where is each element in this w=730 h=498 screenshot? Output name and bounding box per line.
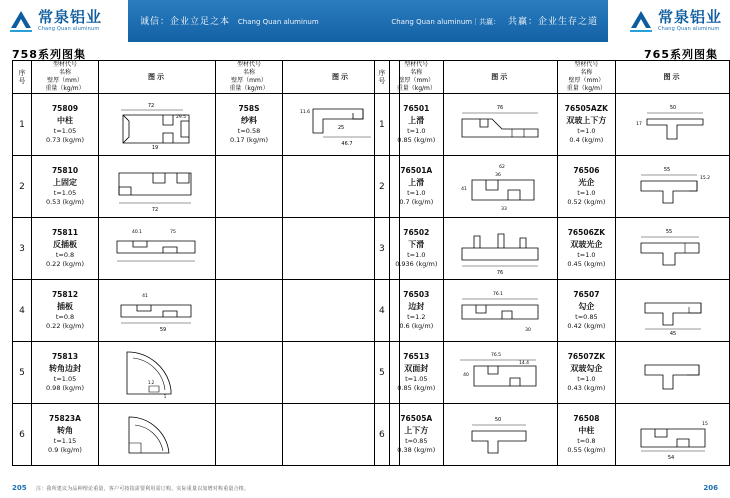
col-header-code2-line1: 型材代号 (574, 61, 599, 68)
profile-weight: 0.42 (kg/m) (567, 322, 606, 331)
col-header-code-line4: 重量（kg/m） (45, 85, 85, 93)
profile-weight: 0.6 (kg/m) (399, 322, 434, 331)
table-header-row (375, 61, 730, 94)
svg-text:17: 17 (635, 121, 642, 127)
profile-name: 上滑 (408, 178, 425, 188)
right-page-number: 206 (703, 484, 718, 492)
profile-name: 双玻光企 (570, 240, 603, 250)
svg-text:19: 19 (151, 144, 159, 151)
table-row (13, 218, 400, 280)
brand-logo-right (628, 6, 722, 36)
profile-weight: 0.936 (kg/m) (395, 260, 438, 269)
side-row-code-cell (216, 218, 283, 280)
profile-thickness: t=0.85 (405, 436, 428, 445)
row-code-cell (389, 94, 443, 156)
profile-thickness: t=1.0 (577, 374, 596, 383)
profile-name: 上滑 (408, 116, 425, 126)
profile-figure (616, 156, 730, 218)
profile-code: 76505A (400, 414, 433, 424)
row-code-cell (389, 404, 443, 466)
svg-text:54: 54 (667, 454, 674, 461)
side-row-code-cell (557, 280, 615, 342)
profile-thickness: t=1.05 (53, 188, 77, 197)
left-page-title: 758系列图集 (12, 48, 86, 61)
profile-name: 边封 (408, 302, 425, 312)
svg-text:50: 50 (669, 104, 676, 111)
row-index: 4 (13, 280, 32, 342)
svg-text:11.6: 11.6 (299, 109, 311, 115)
profile-figure (443, 280, 557, 342)
col-header-code2-line3: 壁厚（mm） (568, 77, 605, 85)
profile-name: 双玻勾企 (570, 364, 603, 374)
profile-figure (443, 218, 557, 280)
profile-figure (616, 280, 730, 342)
footnote-text: 注：我所建议为品种理论重量，客户可按指需要利用需订购，实际重量以加增对称重量合格。 (36, 486, 250, 492)
row-index: 2 (375, 156, 390, 218)
table-row (13, 342, 400, 404)
profile-weight: 0.7 (kg/m) (399, 198, 434, 207)
col-header-code-line2: 名称 (58, 69, 71, 77)
row-code-cell (32, 404, 99, 466)
col-header-code (32, 61, 99, 94)
col-header-code-line2: 名称 (410, 69, 423, 77)
row-index: 1 (375, 94, 390, 156)
profile-thickness: t=0.8 (577, 436, 596, 445)
table-header-row (13, 61, 400, 94)
header-slogan-right-cn: 共赢：企业生存之道 (507, 17, 598, 27)
profile-thickness: t=0.85 (575, 312, 598, 321)
svg-text:59: 59 (159, 326, 167, 333)
svg-text:55: 55 (665, 228, 672, 235)
col-header-code-2 (557, 61, 615, 94)
svg-text:76.1: 76.1 (493, 291, 504, 297)
left-profile-table-wrap (12, 60, 400, 466)
svg-text:76: 76 (497, 104, 504, 111)
profile-weight: 0.98 (kg/m) (45, 384, 85, 393)
header-slogan-left (140, 14, 319, 27)
row-index: 6 (375, 404, 390, 466)
profile-code: 75813 (51, 352, 79, 362)
svg-text:40: 40 (463, 372, 470, 378)
profile-thickness: t=1.0 (407, 250, 426, 259)
profile-code: 76505AZK (564, 104, 608, 114)
profile-figure (99, 280, 216, 342)
profile-figure (616, 218, 730, 280)
side-row-code-cell (557, 218, 615, 280)
row-code-cell (389, 218, 443, 280)
row-index: 5 (13, 342, 32, 404)
col-header-index-line2: 号 (18, 77, 26, 86)
header-slogan-right (391, 14, 598, 27)
svg-text:41: 41 (142, 293, 148, 299)
profile-weight: 0.17 (kg/m) (229, 136, 269, 145)
col-header-code2-line4: 重量（kg/m） (566, 85, 606, 93)
col-header-code-line3: 壁厚（mm） (47, 77, 83, 85)
col-header-code2-line2: 名称 (242, 69, 255, 77)
profile-figure (443, 342, 557, 404)
svg-text:30: 30 (525, 327, 532, 333)
col-header-code2-line1: 型材代号 (236, 61, 261, 68)
svg-text:40.1: 40.1 (131, 229, 143, 235)
profile-figure (616, 342, 730, 404)
col-header-code2-line4: 重量（kg/m） (229, 85, 269, 93)
profile-weight: 0.85 (kg/m) (397, 136, 436, 145)
profile-name: 转角边封 (49, 364, 81, 374)
profile-code: 75823A (49, 414, 81, 424)
svg-text:55: 55 (663, 166, 670, 173)
svg-text:72: 72 (147, 102, 155, 109)
profile-figure (99, 218, 216, 280)
row-index: 6 (13, 404, 32, 466)
col-header-index (375, 61, 390, 94)
profile-thickness: t=0.58 (237, 126, 261, 135)
row-index: 2 (13, 156, 32, 218)
profile-code: 76507 (573, 290, 600, 300)
svg-text:62: 62 (499, 164, 506, 170)
profile-weight: 0.55 (kg/m) (567, 446, 606, 455)
table-row (375, 280, 730, 342)
profile-code: 76506ZK (567, 228, 606, 238)
profile-code: 76506 (573, 166, 600, 176)
table-row (13, 156, 400, 218)
col-header-code2-line2: 名称 (580, 69, 593, 77)
profile-thickness: t=0.8 (55, 250, 75, 259)
profile-name: 反插板 (53, 240, 77, 250)
profile-weight: 0.52 (kg/m) (567, 198, 606, 207)
svg-text:29.5: 29.5 (175, 114, 187, 120)
profile-code: 76513 (403, 352, 430, 362)
profile-name: 中柱 (578, 426, 595, 436)
svg-text:33: 33 (501, 206, 508, 212)
profile-code: 75809 (51, 104, 79, 114)
col-header-index-line1: 序 (378, 68, 386, 77)
row-code-cell (32, 156, 99, 218)
profile-weight: 0.22 (kg/m) (45, 322, 85, 331)
page-header (0, 0, 730, 42)
profile-code: 76501A (400, 166, 433, 176)
row-code-cell (32, 342, 99, 404)
row-code-cell (389, 156, 443, 218)
profile-code: 75811 (51, 228, 79, 238)
row-code-cell (32, 280, 99, 342)
profile-name: 插板 (57, 302, 73, 312)
brand-name-en-left: Chang Quan aluminum (38, 26, 100, 32)
cq-logo-icon (8, 8, 34, 34)
col-header-code2-line3: 壁厚（mm） (231, 77, 267, 85)
profile-weight: 0.73 (kg/m) (45, 136, 85, 145)
svg-text:25: 25 (337, 124, 345, 131)
profile-name: 纱料 (241, 116, 257, 126)
svg-text:36: 36 (495, 172, 502, 178)
profile-thickness: t=1.05 (53, 126, 77, 135)
col-header-figure: 图示 (443, 61, 557, 94)
col-header-code-line4: 重量（kg/m） (396, 85, 436, 93)
profile-thickness: t=1.0 (407, 188, 426, 197)
cq-logo-icon (628, 8, 654, 34)
svg-text:1: 1 (163, 393, 167, 399)
profile-weight: 0.45 (kg/m) (567, 260, 606, 269)
left-profile-table (12, 60, 400, 466)
profile-weight: 0.22 (kg/m) (45, 260, 85, 269)
header-slogan-left-en: Chang Quan aluminum (237, 18, 319, 26)
brand-name-cn-left: 常泉铝业 (38, 8, 103, 26)
profile-code: 76507ZK (567, 352, 606, 362)
profile-figure (616, 94, 730, 156)
profile-thickness: t=1.05 (53, 374, 77, 383)
col-header-code-line1: 型材代号 (52, 61, 77, 68)
table-row (13, 94, 400, 156)
row-index: 4 (375, 280, 390, 342)
svg-text:75: 75 (170, 229, 176, 235)
side-row-code-cell (216, 156, 283, 218)
table-row (375, 156, 730, 218)
profile-figure (99, 342, 216, 404)
profile-code: 76501 (403, 104, 430, 114)
profile-thickness: t=1.0 (577, 126, 596, 135)
profile-name: 双玻上下方 (566, 116, 607, 126)
profile-name: 光企 (578, 178, 595, 188)
svg-text:76: 76 (497, 269, 504, 276)
right-profile-table-wrap (374, 60, 730, 466)
profile-thickness: t=1.0 (407, 126, 426, 135)
profile-figure (443, 404, 557, 466)
col-header-figure: 图示 (99, 61, 216, 94)
profile-name: 上下方 (404, 426, 429, 436)
table-row (13, 280, 400, 342)
profile-name: 下滑 (408, 240, 425, 250)
header-slogan-right-en: Chang Quan aluminum｜共赢： (391, 18, 501, 26)
left-page-number: 205 (12, 484, 27, 492)
profile-code: 76508 (573, 414, 600, 424)
side-row-code-cell (557, 404, 615, 466)
profile-name: 上固定 (53, 178, 77, 188)
col-header-index-line1: 序 (18, 68, 26, 77)
profile-figure (616, 404, 730, 466)
svg-text:1.2: 1.2 (147, 379, 155, 385)
table-row (375, 218, 730, 280)
profile-code: 758S (238, 104, 260, 114)
row-code-cell (389, 280, 443, 342)
row-index: 3 (375, 218, 390, 280)
side-row-code-cell (557, 342, 615, 404)
row-index: 3 (13, 218, 32, 280)
profile-thickness: t=1.0 (577, 250, 596, 259)
svg-text:50: 50 (495, 416, 502, 423)
profile-thickness: t=0.8 (55, 312, 75, 321)
table-row (375, 342, 730, 404)
profile-weight: 0.43 (kg/m) (567, 384, 606, 393)
profile-weight: 0.85 (kg/m) (397, 384, 436, 393)
row-code-cell (32, 94, 99, 156)
profile-thickness: t=1.2 (407, 312, 426, 321)
profile-weight: 0.38 (kg/m) (397, 446, 436, 455)
col-header-index-line2: 号 (378, 77, 386, 86)
profile-name: 转角 (57, 426, 73, 436)
profile-name: 双面封 (404, 364, 429, 374)
col-header-code-2 (216, 61, 283, 94)
side-row-code-cell (216, 280, 283, 342)
profile-thickness: t=1.0 (577, 188, 596, 197)
right-page-title: 765系列图集 (644, 48, 718, 61)
profile-figure (99, 156, 216, 218)
profile-code: 75810 (51, 166, 79, 176)
col-header-figure-2: 图示 (616, 61, 730, 94)
profile-figure (443, 156, 557, 218)
side-row-code-cell (216, 404, 283, 466)
svg-text:72: 72 (151, 206, 159, 213)
svg-text:15.2: 15.2 (699, 175, 710, 181)
col-header-index (13, 61, 32, 94)
svg-text:14.4: 14.4 (519, 360, 530, 366)
table-row (375, 404, 730, 466)
col-header-code-line1: 型材代号 (404, 61, 429, 68)
brand-name-cn-right: 常泉铝业 (657, 8, 722, 26)
profile-figure (99, 404, 216, 466)
profile-name: 勾企 (578, 302, 595, 312)
profile-name: 中柱 (57, 116, 73, 126)
profile-figure (99, 94, 216, 156)
svg-text:45: 45 (669, 330, 676, 337)
row-index: 1 (13, 94, 32, 156)
side-row-code-cell (557, 156, 615, 218)
col-header-code-line3: 壁厚（mm） (398, 77, 435, 85)
profile-code: 76503 (403, 290, 430, 300)
table-row (375, 94, 730, 156)
table-row (13, 404, 400, 466)
profile-figure (443, 94, 557, 156)
profile-code: 76502 (403, 228, 430, 238)
row-code-cell (32, 218, 99, 280)
brand-logo-left (8, 6, 102, 36)
header-slogan-left-cn: 诚信：企业立足之本 (140, 17, 231, 27)
row-index: 5 (375, 342, 390, 404)
svg-text:76.5: 76.5 (491, 352, 502, 358)
svg-text:15: 15 (701, 421, 708, 427)
profile-code: 75812 (51, 290, 79, 300)
svg-text:46.7: 46.7 (341, 140, 353, 147)
right-profile-table (374, 60, 730, 466)
profile-thickness: t=1.05 (405, 374, 428, 383)
side-row-code-cell (216, 94, 283, 156)
profile-weight: 0.9 (kg/m) (48, 446, 82, 455)
brand-name-en-right: Chang Quan aluminum (657, 26, 720, 32)
profile-weight: 0.53 (kg/m) (45, 198, 85, 207)
col-header-figure-2: 图示 (283, 61, 400, 94)
row-code-cell (389, 342, 443, 404)
svg-text:41: 41 (461, 186, 468, 192)
profile-thickness: t=1.15 (53, 436, 77, 445)
side-row-code-cell (216, 342, 283, 404)
profile-weight: 0.4 (kg/m) (569, 136, 604, 145)
side-row-code-cell (557, 94, 615, 156)
col-header-code (389, 61, 443, 94)
